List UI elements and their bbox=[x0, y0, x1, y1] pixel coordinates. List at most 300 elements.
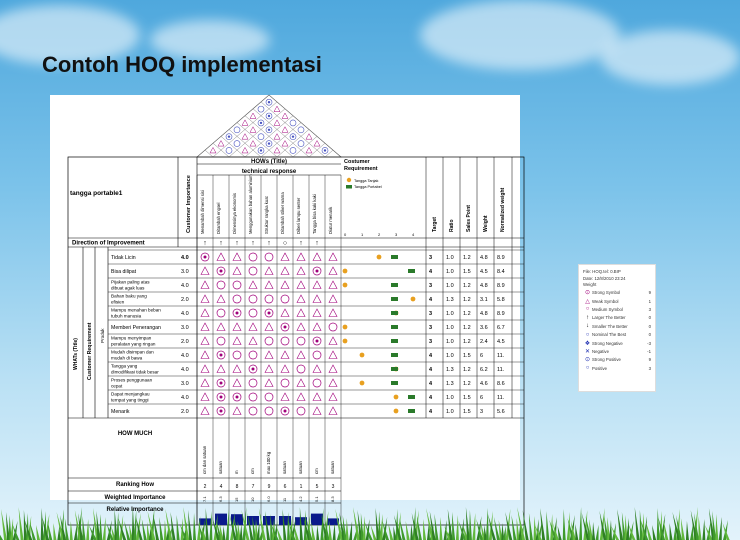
right-value-11-2: 1.0 bbox=[446, 395, 454, 401]
competitor-scale-3: 3 bbox=[395, 232, 398, 237]
rel-weak bbox=[233, 407, 241, 415]
rel-weak bbox=[281, 309, 289, 317]
hoq-matrix bbox=[50, 95, 520, 513]
how-header-4: Menggunakan bahan aluminium bbox=[248, 174, 253, 234]
right-header-2: Ratio bbox=[449, 219, 455, 232]
legend-symbol-icon: ○ bbox=[585, 306, 590, 313]
right-value-2-5: 8.4 bbox=[497, 269, 505, 275]
grass-blade bbox=[575, 524, 578, 540]
roof-positive-dot bbox=[260, 122, 262, 124]
grass-blade bbox=[652, 525, 656, 540]
whats-title: WHATs (Title) bbox=[73, 338, 79, 370]
what-10-cont: cepat bbox=[111, 383, 123, 389]
legend-item bbox=[583, 364, 651, 372]
grass-blade bbox=[239, 524, 242, 540]
what-10: Proses penggunaan bbox=[111, 377, 153, 383]
legend-name: Weak Symbol bbox=[592, 298, 619, 304]
right-value-8-3: 1.5 bbox=[463, 353, 471, 359]
what-1: Tidak Licin bbox=[111, 255, 136, 261]
rel-strong-dot bbox=[284, 326, 287, 329]
roof-neutral-mark bbox=[258, 106, 264, 112]
right-value-7-1: 3 bbox=[429, 339, 433, 345]
grass-blade bbox=[472, 513, 475, 540]
grass-blade bbox=[617, 509, 623, 540]
how-much-5: max 100 kg bbox=[266, 451, 271, 474]
competitor-portabel-1 bbox=[391, 255, 398, 259]
what-8-cont: mudah di bawa bbox=[111, 355, 143, 361]
rel-weak bbox=[297, 295, 305, 303]
grass-blade bbox=[715, 514, 718, 540]
legend-symbol-icon: ○ bbox=[585, 365, 590, 372]
rel-weak bbox=[201, 407, 209, 415]
how-much-9: satuan bbox=[330, 461, 335, 474]
rel-weak bbox=[201, 295, 209, 303]
rel-strong-dot bbox=[268, 312, 271, 315]
ranking-5: 9 bbox=[267, 484, 271, 490]
grass-blade bbox=[702, 519, 705, 540]
grass-blade bbox=[300, 507, 303, 540]
roof-weak-mark bbox=[250, 113, 256, 119]
grass-blade bbox=[74, 524, 77, 540]
right-value-10-4: 4.6 bbox=[480, 381, 488, 387]
how-much-label: HOW MUCH bbox=[117, 431, 153, 437]
roof-neutral-mark bbox=[234, 141, 240, 147]
rel-weak bbox=[297, 379, 305, 387]
right-value-1-3: 1.2 bbox=[463, 255, 471, 261]
what-3-cont: dibuat agak luas bbox=[111, 285, 145, 291]
roof-weak-mark bbox=[282, 127, 288, 132]
importance-7: 2.0 bbox=[181, 339, 189, 345]
competitor-tanjak-11 bbox=[394, 395, 399, 400]
rel-medium bbox=[217, 281, 225, 289]
rel-strong-dot bbox=[220, 270, 223, 273]
roof-positive-dot bbox=[228, 135, 230, 137]
rel-weak bbox=[201, 267, 209, 275]
roof-helper bbox=[197, 95, 213, 157]
roof-neutral-mark bbox=[290, 147, 296, 153]
rel-medium bbox=[265, 295, 273, 303]
ranking-3: 8 bbox=[235, 484, 239, 490]
rel-weak bbox=[313, 295, 321, 303]
grass-blade bbox=[469, 510, 472, 540]
roof-weak-mark bbox=[274, 147, 280, 153]
roof-positive-dot bbox=[268, 129, 270, 131]
how-header-7: Diberi lampu senter bbox=[296, 197, 301, 234]
grass-blade bbox=[406, 521, 410, 540]
grass-blade bbox=[36, 525, 40, 540]
direction-5: ↑ bbox=[267, 240, 271, 247]
rel-weak bbox=[297, 351, 305, 359]
right-value-12-5: 5.6 bbox=[497, 409, 505, 415]
rel-weak bbox=[297, 393, 305, 401]
roof-helper bbox=[245, 95, 293, 157]
right-value-6-1: 3 bbox=[429, 325, 433, 331]
rel-weak bbox=[233, 267, 241, 275]
legend-symbol-icon: ⊙ bbox=[584, 357, 591, 364]
roof-lattice-line bbox=[221, 136, 245, 157]
product-name: tangga portable1 bbox=[70, 190, 123, 197]
roof-weak-mark bbox=[242, 147, 248, 153]
right-value-8-2: 1.0 bbox=[446, 353, 454, 359]
competitor-portabel-2 bbox=[408, 269, 415, 273]
rel-medium bbox=[265, 393, 273, 401]
competitor-portabel-7 bbox=[391, 339, 398, 343]
right-value-7-5: 4.5 bbox=[497, 339, 505, 345]
rel-strong-dot bbox=[316, 270, 319, 273]
legend-item bbox=[583, 322, 651, 330]
roof-positive-dot bbox=[260, 149, 262, 151]
grass-blade bbox=[609, 520, 612, 540]
grass-blade bbox=[83, 516, 86, 540]
what-7: Mampu menyimpan bbox=[111, 335, 152, 341]
grass-blade bbox=[53, 523, 56, 540]
legend-value: 3 bbox=[648, 306, 651, 312]
right-value-1-5: 8.9 bbox=[497, 255, 505, 261]
right-value-10-3: 1.2 bbox=[463, 381, 471, 387]
grass-blade bbox=[346, 518, 349, 540]
rel-weak bbox=[297, 281, 305, 289]
roof-weak-mark bbox=[242, 120, 248, 126]
legend-name: Larger The Better bbox=[592, 315, 626, 321]
roof-weak-mark bbox=[250, 127, 256, 132]
legend-name: Strong Positive bbox=[592, 357, 621, 363]
importance-5: 4.0 bbox=[181, 311, 189, 317]
slide-title: Contoh HOQ implementasi bbox=[42, 52, 322, 77]
rel-weak bbox=[329, 295, 337, 303]
direction-6: ○ bbox=[282, 240, 288, 247]
right-value-5-4: 4.8 bbox=[480, 311, 488, 317]
rel-strong-dot bbox=[236, 396, 239, 399]
how-header-3: Dimensinya ekonomis bbox=[232, 193, 237, 234]
grass-blade bbox=[223, 526, 226, 540]
grass-blade bbox=[657, 508, 660, 540]
grass-blade bbox=[329, 520, 332, 540]
rel-medium bbox=[233, 351, 241, 359]
rel-weak bbox=[329, 365, 337, 373]
legend-item bbox=[583, 314, 651, 322]
right-value-12-4: 3 bbox=[480, 409, 484, 415]
rel-weak bbox=[265, 267, 273, 275]
costumer-requirement-label: Requirement bbox=[344, 166, 378, 172]
weighted-8: 5.1 bbox=[314, 496, 319, 502]
roof-outline bbox=[197, 95, 341, 157]
legend-value: 3 bbox=[648, 365, 651, 371]
competitor-portabel-9 bbox=[391, 367, 398, 371]
ranking-6: 6 bbox=[283, 484, 287, 490]
legend-symbol-icon: △ bbox=[585, 298, 590, 305]
grass-blade bbox=[511, 515, 516, 540]
right-value-5-2: 1.0 bbox=[446, 311, 454, 317]
legend-symbol-icon: ○ bbox=[585, 331, 590, 338]
grass-blade bbox=[363, 516, 366, 540]
rel-weak bbox=[217, 253, 225, 261]
legend-name: Nominal The Best bbox=[592, 332, 627, 338]
grass-blade bbox=[349, 521, 352, 540]
grass-blade bbox=[247, 513, 253, 540]
right-value-1-4: 4.8 bbox=[480, 255, 488, 261]
grass-blade bbox=[486, 508, 489, 540]
roof-positive-dot bbox=[268, 115, 270, 117]
grass-blade bbox=[333, 523, 336, 540]
right-value-2-3: 1.5 bbox=[463, 269, 471, 275]
rel-strong-dot bbox=[316, 340, 319, 343]
rel-weak bbox=[201, 393, 209, 401]
grass-blade bbox=[699, 516, 702, 540]
roof-weak-mark bbox=[274, 106, 280, 112]
ranking-9: 3 bbox=[331, 484, 335, 490]
ranking-4: 7 bbox=[251, 484, 255, 490]
importance-8: 4.0 bbox=[181, 353, 189, 359]
legend-item bbox=[583, 330, 651, 338]
how-header-1: Menambah dimensi sisi bbox=[200, 190, 205, 234]
competitor-portabel-8 bbox=[391, 353, 398, 357]
produk-label: Produk bbox=[100, 328, 105, 343]
right-value-10-5: 8.6 bbox=[497, 381, 505, 387]
rel-weak bbox=[329, 351, 337, 359]
what-7-cont: peralatan yang ringan bbox=[111, 341, 156, 347]
grass-blade bbox=[670, 523, 673, 540]
competitor-tanjak-1 bbox=[377, 255, 382, 260]
grass-blade bbox=[546, 511, 549, 540]
rel-weak bbox=[313, 393, 321, 401]
rel-medium bbox=[297, 337, 305, 345]
right-value-7-3: 1.2 bbox=[463, 339, 471, 345]
roof-neutral-mark bbox=[290, 120, 296, 126]
rel-weak bbox=[281, 267, 289, 275]
competitor-portabel-11 bbox=[408, 395, 415, 399]
what-12: Menarik bbox=[111, 409, 130, 415]
how-header-9: Diatur menarik bbox=[328, 206, 333, 234]
right-value-8-5: 11. bbox=[497, 353, 505, 359]
rel-weak bbox=[329, 337, 337, 345]
grass-blade bbox=[719, 517, 722, 540]
right-value-11-4: 6 bbox=[480, 395, 484, 401]
rel-weak bbox=[329, 281, 337, 289]
grass-blade bbox=[423, 519, 426, 540]
right-value-5-1: 3 bbox=[429, 311, 433, 317]
rel-weak bbox=[265, 323, 273, 331]
legend-item bbox=[583, 347, 651, 355]
legend-symbol-icon: ❖ bbox=[584, 340, 591, 347]
ranking-label: Ranking How bbox=[115, 482, 155, 488]
right-value-3-5: 8.9 bbox=[497, 283, 505, 289]
importance-6: 3.0 bbox=[181, 325, 189, 331]
how-much-7: satuan bbox=[298, 461, 303, 474]
importance-10: 3.0 bbox=[181, 381, 189, 387]
right-value-2-1: 4 bbox=[429, 269, 433, 275]
right-value-6-5: 6.7 bbox=[497, 325, 505, 331]
importance-1: 4.0 bbox=[181, 255, 189, 261]
grass-blade bbox=[65, 518, 69, 540]
how-header-6: Ditambah stiker warna bbox=[280, 192, 285, 234]
rel-weak bbox=[281, 281, 289, 289]
direction-4: ↑ bbox=[251, 240, 255, 247]
weighted-4: 10 bbox=[250, 497, 255, 502]
grass-blade bbox=[41, 508, 44, 540]
rel-medium bbox=[281, 337, 289, 345]
how-much-2: satuan bbox=[218, 461, 223, 474]
right-value-8-1: 4 bbox=[429, 353, 433, 359]
roof-neutral-mark bbox=[258, 134, 264, 140]
rel-weak bbox=[201, 379, 209, 387]
legend-name: Medium Symbol bbox=[592, 306, 623, 312]
rel-medium bbox=[233, 295, 241, 303]
grass-blade bbox=[563, 509, 566, 540]
rel-medium bbox=[313, 351, 321, 359]
right-value-9-1: 4 bbox=[429, 367, 433, 373]
rel-weak bbox=[217, 365, 225, 373]
rel-weak bbox=[281, 253, 289, 261]
rel-weak bbox=[233, 323, 241, 331]
how-header-5: Struktur rangka kuat bbox=[264, 196, 269, 234]
hows-title: HOWs (Title) bbox=[251, 159, 287, 165]
rel-weak bbox=[217, 323, 225, 331]
rel-weak bbox=[217, 295, 225, 303]
weighted-2: 6.3 bbox=[218, 496, 223, 502]
grass-blade bbox=[259, 508, 266, 540]
roof-weak-mark bbox=[242, 134, 248, 140]
competitor-tanjak-7 bbox=[343, 339, 348, 344]
roof-weak-mark bbox=[218, 141, 224, 147]
right-header-4: Weight bbox=[483, 215, 489, 232]
importance-3: 4.0 bbox=[181, 283, 189, 289]
grass-blade bbox=[193, 513, 196, 540]
roof-weak-mark bbox=[274, 134, 280, 140]
grass-blade bbox=[596, 525, 599, 540]
legend-value: 0 bbox=[648, 315, 651, 321]
legend-value: 0 bbox=[648, 332, 651, 338]
rel-strong-dot bbox=[204, 256, 207, 259]
direction-label: Direction of Improvement bbox=[72, 240, 145, 247]
legend-name: Strong Negative bbox=[592, 340, 623, 346]
grass-blade bbox=[686, 521, 689, 540]
right-value-1-1: 3 bbox=[429, 255, 433, 261]
grass-blade bbox=[452, 512, 455, 540]
what-4: Bahan baku yang bbox=[111, 293, 147, 299]
ranking-7: 1 bbox=[299, 484, 303, 490]
legend-value: 9 bbox=[648, 290, 651, 296]
grass-blade bbox=[635, 507, 640, 540]
legend-value: -3 bbox=[647, 340, 651, 346]
legend-symbol-icon: ↑ bbox=[586, 314, 589, 321]
right-value-3-1: 3 bbox=[429, 283, 433, 289]
rel-strong-dot bbox=[284, 410, 287, 413]
legend-name: Smaller The Better bbox=[592, 323, 628, 329]
rel-medium bbox=[313, 379, 321, 387]
importance-9: 4.0 bbox=[181, 367, 189, 373]
rel-medium bbox=[297, 365, 305, 373]
competitor-legend-tanjak: Tangga Tanjak bbox=[354, 179, 379, 183]
competitor-scale-1: 1 bbox=[361, 232, 364, 237]
roof-positive-dot bbox=[292, 135, 294, 137]
rel-medium bbox=[217, 309, 225, 317]
relative-label: Relative Importance bbox=[106, 507, 164, 513]
how-header-8: Tangga bisa kaki kaki bbox=[312, 194, 317, 234]
rel-weak bbox=[249, 337, 257, 345]
importance-2: 3.0 bbox=[181, 269, 189, 275]
rel-medium bbox=[297, 407, 305, 415]
rel-weak bbox=[329, 267, 337, 275]
rel-weak bbox=[281, 365, 289, 373]
what-4-cont: efisien bbox=[111, 299, 125, 305]
what-6: Memberi Penerangan bbox=[111, 325, 161, 331]
rel-weak bbox=[201, 337, 209, 345]
competitor-scale-0: 0 bbox=[344, 232, 347, 237]
competitor-portabel-5 bbox=[391, 311, 398, 315]
rel-weak bbox=[313, 309, 321, 317]
rel-medium bbox=[233, 281, 241, 289]
roof-lattice-line bbox=[205, 150, 213, 157]
rel-weak bbox=[313, 323, 321, 331]
grass-blade bbox=[70, 521, 73, 540]
rel-medium bbox=[249, 351, 257, 359]
rel-weak bbox=[329, 393, 337, 401]
legend-value: 1 bbox=[648, 298, 651, 304]
grass-blade bbox=[439, 517, 442, 540]
right-header-5: Normalized weight bbox=[500, 187, 506, 232]
direction-1: ↑ bbox=[203, 240, 207, 247]
what-9: Tangga yang bbox=[111, 363, 138, 369]
roof-weak-mark bbox=[250, 141, 256, 147]
rel-medium bbox=[249, 393, 257, 401]
ranking-1: 2 bbox=[203, 484, 207, 490]
competitor-tanjak-2 bbox=[343, 269, 348, 274]
rel-medium bbox=[249, 379, 257, 387]
legend-item bbox=[583, 305, 651, 313]
legend-meta-3: Weight bbox=[583, 282, 597, 287]
legend-item bbox=[583, 356, 651, 364]
ranking-2: 4 bbox=[219, 484, 223, 490]
right-value-6-4: 3.6 bbox=[480, 325, 488, 331]
grass-blade bbox=[388, 523, 393, 540]
legend-value: 9 bbox=[648, 357, 651, 363]
what-9-cont: dimodifikasi tidak besar bbox=[111, 369, 159, 375]
right-value-4-1: 4 bbox=[429, 297, 433, 303]
legend-meta-2: Date: 12/8/2010 23:24 bbox=[583, 275, 626, 281]
right-value-5-3: 1.2 bbox=[463, 311, 471, 317]
customer-importance-header: Customer Importance bbox=[186, 175, 192, 233]
roof-weak-mark bbox=[306, 134, 312, 140]
grass-blade bbox=[226, 509, 229, 540]
competitor-scale-4: 4 bbox=[412, 232, 415, 237]
legend-symbol-icon: ✕ bbox=[584, 348, 591, 355]
rel-medium bbox=[249, 407, 257, 415]
competitor-portabel-6 bbox=[391, 325, 398, 329]
rel-weak bbox=[313, 253, 321, 261]
right-value-7-2: 1.0 bbox=[446, 339, 454, 345]
grass-blade bbox=[99, 514, 102, 540]
roof-neutral-mark bbox=[226, 147, 232, 153]
right-value-3-3: 1.2 bbox=[463, 283, 471, 289]
right-value-11-1: 4 bbox=[429, 395, 433, 401]
grass-blade bbox=[206, 508, 209, 540]
competitor-tanjak-12 bbox=[394, 409, 399, 414]
rel-weak bbox=[297, 267, 305, 275]
rel-medium bbox=[265, 407, 273, 415]
grass-blade bbox=[311, 522, 315, 540]
rel-strong-dot bbox=[252, 368, 255, 371]
grass-blade bbox=[188, 510, 192, 540]
rel-weak bbox=[201, 309, 209, 317]
right-value-3-4: 4.8 bbox=[480, 283, 488, 289]
right-value-12-3: 1.5 bbox=[463, 409, 471, 415]
right-value-6-2: 1.0 bbox=[446, 325, 454, 331]
what-3: Pijakan paling atas bbox=[111, 279, 150, 285]
rel-weak bbox=[249, 281, 257, 289]
rel-weak bbox=[297, 323, 305, 331]
rel-strong-dot bbox=[220, 410, 223, 413]
grass-blade bbox=[540, 508, 545, 540]
